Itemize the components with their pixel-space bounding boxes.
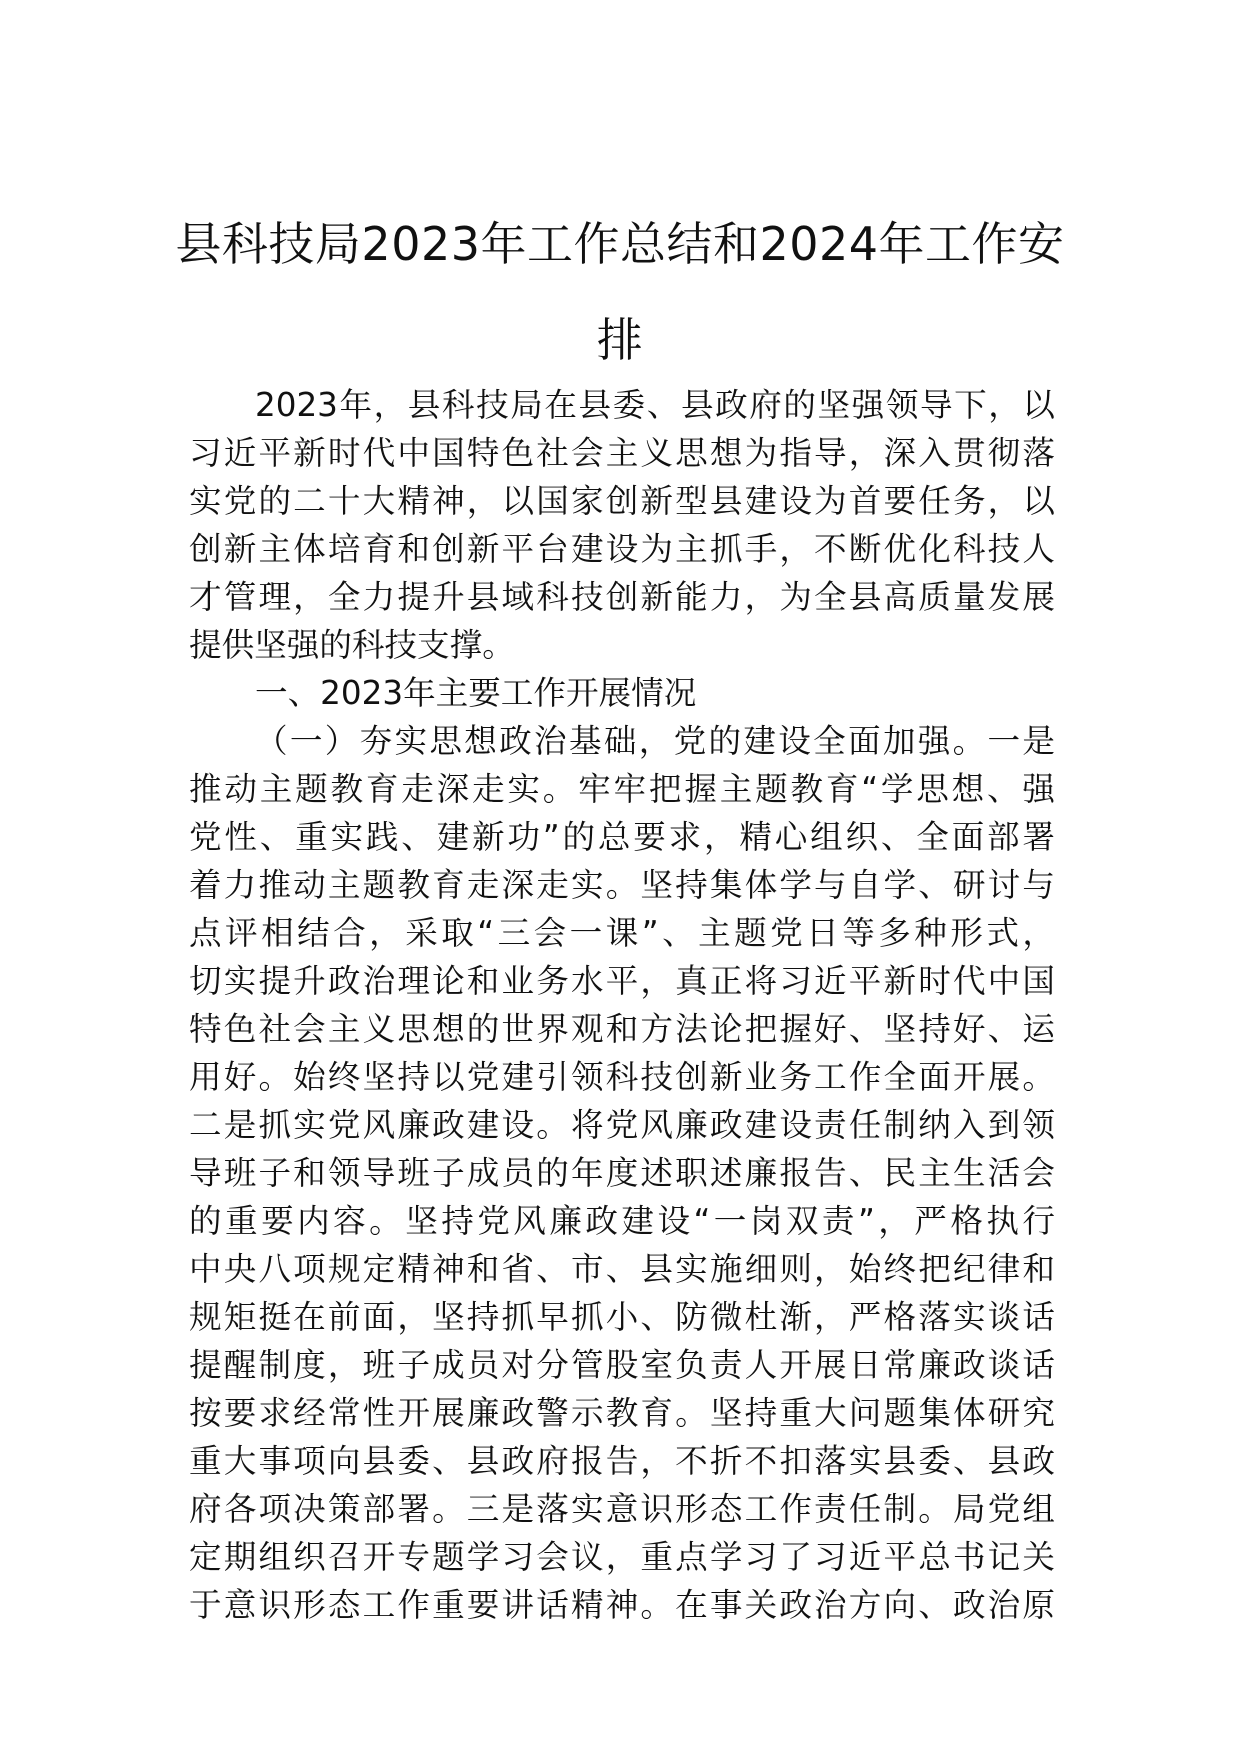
paragraph-line: 中央八项规定精神和省、市、县实施细则，始终把纪律和 (189, 1250, 1055, 1288)
paragraph-line: 二是抓实党风廉政建设。将党风廉政建设责任制纳入到领 (189, 1106, 1055, 1144)
paragraph-line: 2023年，县科技局在县委、县政府的坚强领导下，以 (255, 386, 1055, 424)
paragraph-line: 点评相结合，采取“三会一课”、主题党日等多种形式， (189, 914, 1055, 952)
paragraph-line: 才管理，全力提升县域科技创新能力，为全县高质量发展 (189, 578, 1055, 616)
document-title-line-1: 县科技局2023年工作总结和2024年工作安 (175, 217, 1065, 271)
paragraph-line: 导班子和领导班子成员的年度述职述廉报告、民主生活会 (189, 1154, 1055, 1192)
paragraph-line: 于意识形态工作重要讲话精神。在事关政治方向、政治原 (189, 1586, 1055, 1624)
paragraph-line: 的重要内容。坚持党风廉政建设“一岗双责”，严格执行 (189, 1202, 1055, 1240)
paragraph-line: 用好。始终坚持以党建引领科技创新业务工作全面开展。 (189, 1058, 1055, 1096)
paragraph-line: 重大事项向县委、县政府报告，不折不扣落实县委、县政 (189, 1442, 1055, 1480)
paragraph-line: 党性、重实践、建新功”的总要求，精心组织、全面部署 (189, 818, 1055, 856)
document-title-line-2: 排 (596, 313, 644, 367)
paragraph-line: 创新主体培育和创新平台建设为主抓手，不断优化科技人 (189, 530, 1055, 568)
paragraph-line: 规矩挺在前面，坚持抓早抓小、防微杜渐，严格落实谈话 (189, 1298, 1055, 1336)
paragraph-line: 习近平新时代中国特色社会主义思想为指导，深入贯彻落 (189, 434, 1055, 472)
paragraph-line: 府各项决策部署。三是落实意识形态工作责任制。局党组 (189, 1490, 1055, 1528)
paragraph-line: （一）夯实思想政治基础，党的建设全面加强。一是 (255, 722, 1055, 760)
paragraph-line: 推动主题教育走深走实。牢牢把握主题教育“学思想、强 (189, 770, 1055, 808)
paragraph-line: 提醒制度，班子成员对分管股室负责人开展日常廉政谈话 (189, 1346, 1055, 1384)
paragraph-line: 实党的二十大精神，以国家创新型县建设为首要任务，以 (189, 482, 1055, 520)
paragraph-line: 定期组织召开专题学习会议，重点学习了习近平总书记关 (189, 1538, 1055, 1576)
paragraph-line: 提供坚强的科技支撑。 (189, 626, 515, 664)
paragraph-line: 特色社会主义思想的世界观和方法论把握好、坚持好、运 (189, 1010, 1055, 1048)
section-heading: 一、2023年主要工作开展情况 (255, 674, 697, 712)
paragraph-line: 切实提升政治理论和业务水平，真正将习近平新时代中国 (189, 962, 1055, 1000)
paragraph-line: 按要求经常性开展廉政警示教育。坚持重大问题集体研究 (189, 1394, 1055, 1432)
paragraph-line: 着力推动主题教育走深走实。坚持集体学与自学、研讨与 (189, 866, 1055, 904)
